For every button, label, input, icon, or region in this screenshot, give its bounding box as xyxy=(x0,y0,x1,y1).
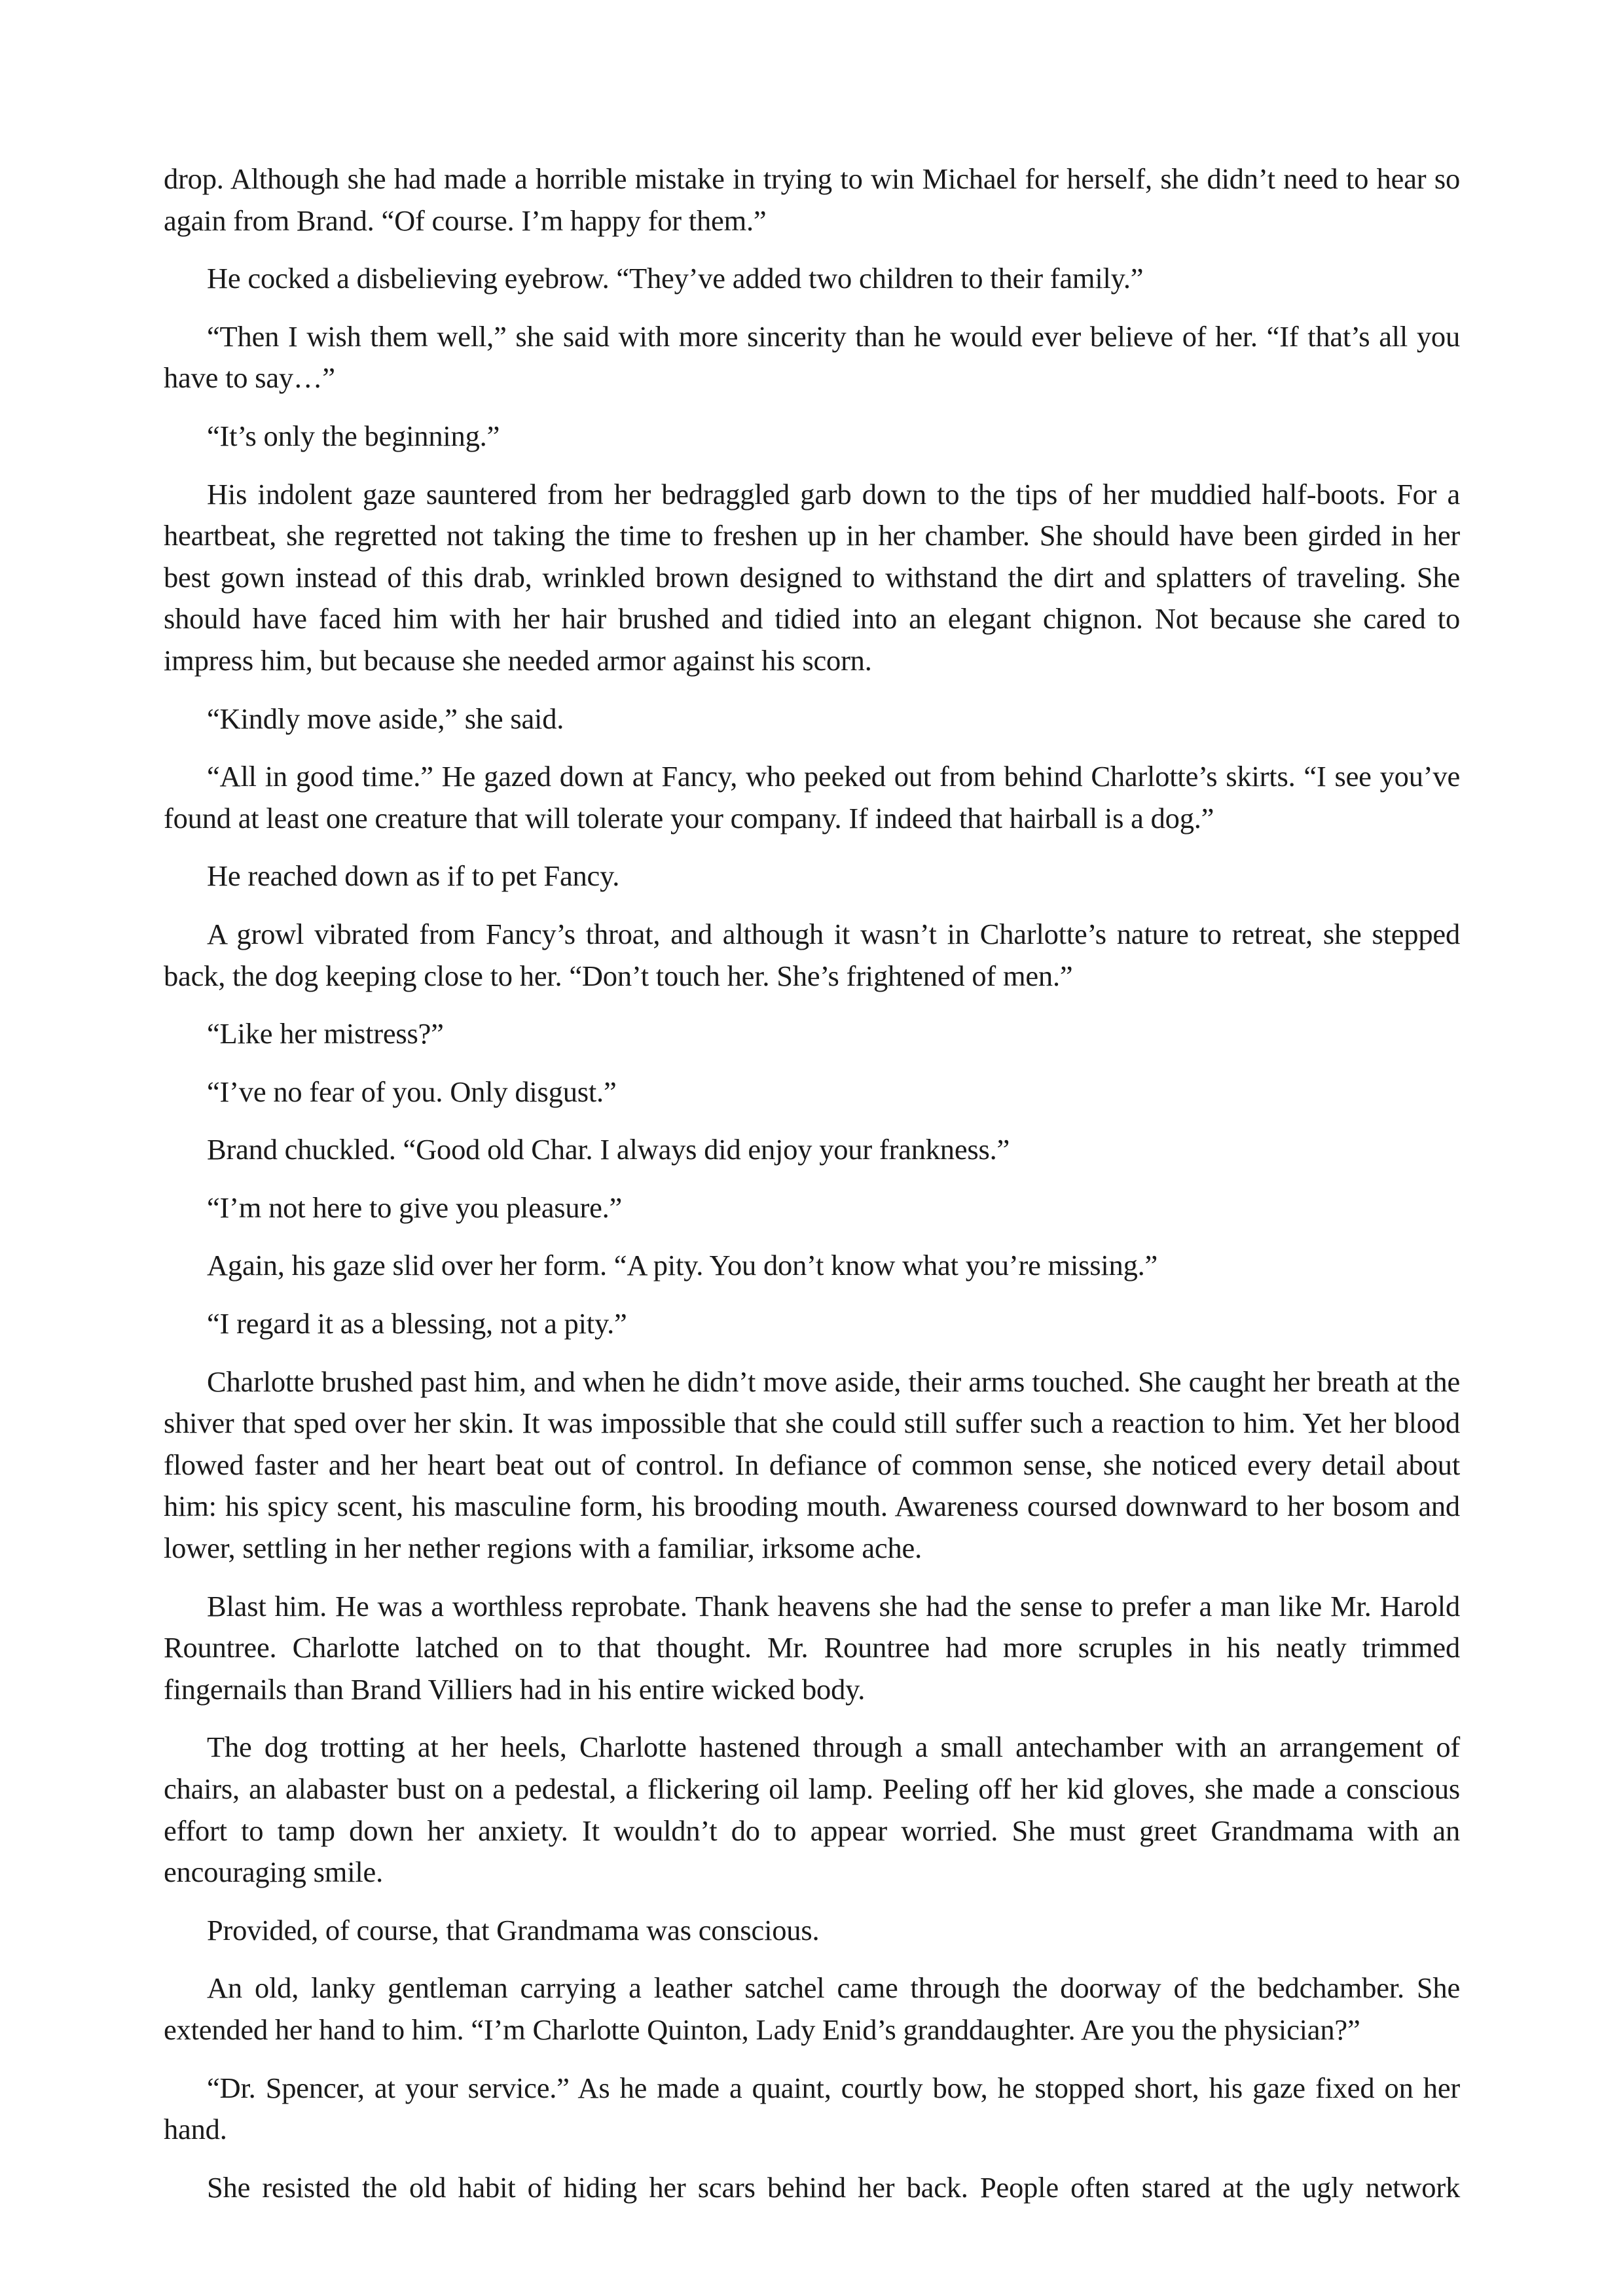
paragraph: “Like her mistress?” xyxy=(207,1017,444,1050)
paragraph: He cocked a disbelieving eyebrow. “They’ve added two children to their family.” xyxy=(207,262,1144,295)
paragraph: “I’m not here to give you pleasure.” xyxy=(207,1191,623,1224)
paragraph: Provided, of course, that Grandmama was conscious. xyxy=(207,1913,820,1946)
paragraph: drop. Although she had made a horrible mistake in trying to win Michael for herself, she didn’t need to hear so again from Brand. “Of course. I’m happy for them.” xyxy=(164,162,1460,237)
body-text xyxy=(164,158,1460,2208)
paragraph: Brand chuckled. “Good old Char. I always did enjoy your frankness.” xyxy=(207,1133,1010,1166)
paragraph: An old, lanky gentleman carrying a leather satchel came through the doorway of the bedchamber. She extended her hand to him. “I’m Charlotte Quinton, Lady Enid’s granddaughter. Are you the physician?” xyxy=(164,1971,1460,2046)
paragraph: “All in good time.” He gazed down at Fancy, who peeked out from behind Charlotte’s skirts. “I see you’ve found at least one creature that will tolerate your company. If indeed that hairball is a dog.” xyxy=(164,760,1460,834)
paragraph: “It’s only the beginning.” xyxy=(207,419,500,452)
paragraph: Blast him. He was a worthless reprobate. Thank heavens she had the sense to prefer a man like Mr. Harold Rountree. Charlotte latched on to that thought. Mr. Rountree had more scruples in his neatly trimmed fingernails than Brand Villiers had in his entire wicked body. xyxy=(164,1589,1460,1706)
paragraph: Charlotte brushed past him, and when he didn’t move aside, their arms touched. She caught her breath at the shiver that sped over her skin. It was impossible that she could still suffer such a reaction to him. Yet her blood flowed faster and her heart beat out of control. In defiance of common sense, she noticed every detail about him: his spicy scent, his masculine form, his brooding mouth. Awareness coursed downward to her bosom and lower, settling in her nether regions with a familiar, irksome ache. xyxy=(164,1365,1460,1565)
paragraph: “I regard it as a blessing, not a pity.” xyxy=(207,1307,627,1340)
paragraph: “Kindly move aside,” she said. xyxy=(207,702,564,735)
paragraph: She resisted the old habit of hiding her scars behind her back. People often stared at the ugly network xyxy=(207,2170,1460,2204)
paragraph: His indolent gaze sauntered from her bedraggled garb down to the tips of her muddied half-boots. For a heartbeat, she regretted not taking the time to freshen up in her chamber. She should have been girded in her best gown instead of this drab, wrinkled brown designed to withstand the dirt and splatters of traveling. She should have faced him with her hair brushed and tidied into an elegant chignon. Not because she cared to impress him, but because she needed armor against his scorn. xyxy=(164,477,1460,677)
paragraph: Again, his gaze slid over her form. “A pity. You don’t know what you’re missing.” xyxy=(207,1249,1158,1282)
paragraph: A growl vibrated from Fancy’s throat, and although it wasn’t in Charlotte’s nature to retreat, she stepped back, the dog keeping close to her. “Don’t touch her. She’s frightened of men.” xyxy=(164,917,1460,992)
paragraph: “I’ve no fear of you. Only disgust.” xyxy=(207,1075,617,1108)
paragraph: The dog trotting at her heels, Charlotte hastened through a small antechamber with an arrangement of chairs, an alabaster bust on a pedestal, a flickering oil lamp. Peeling off her kid gloves, she made a conscious effort to tamp down her anxiety. It wouldn’t do to appear worried. She must greet Grandmama with an encouraging smile. xyxy=(164,1731,1460,1889)
paragraph: “Then I wish them well,” she said with more sincerity than he would ever believe of her. “If that’s all you have to say…” xyxy=(164,319,1460,395)
paragraph: “Dr. Spencer, at your service.” As he made a quaint, courtly bow, he stopped short, his gaze fixed on her hand. xyxy=(164,2071,1460,2146)
paragraph: He reached down as if to pet Fancy. xyxy=(207,859,620,893)
